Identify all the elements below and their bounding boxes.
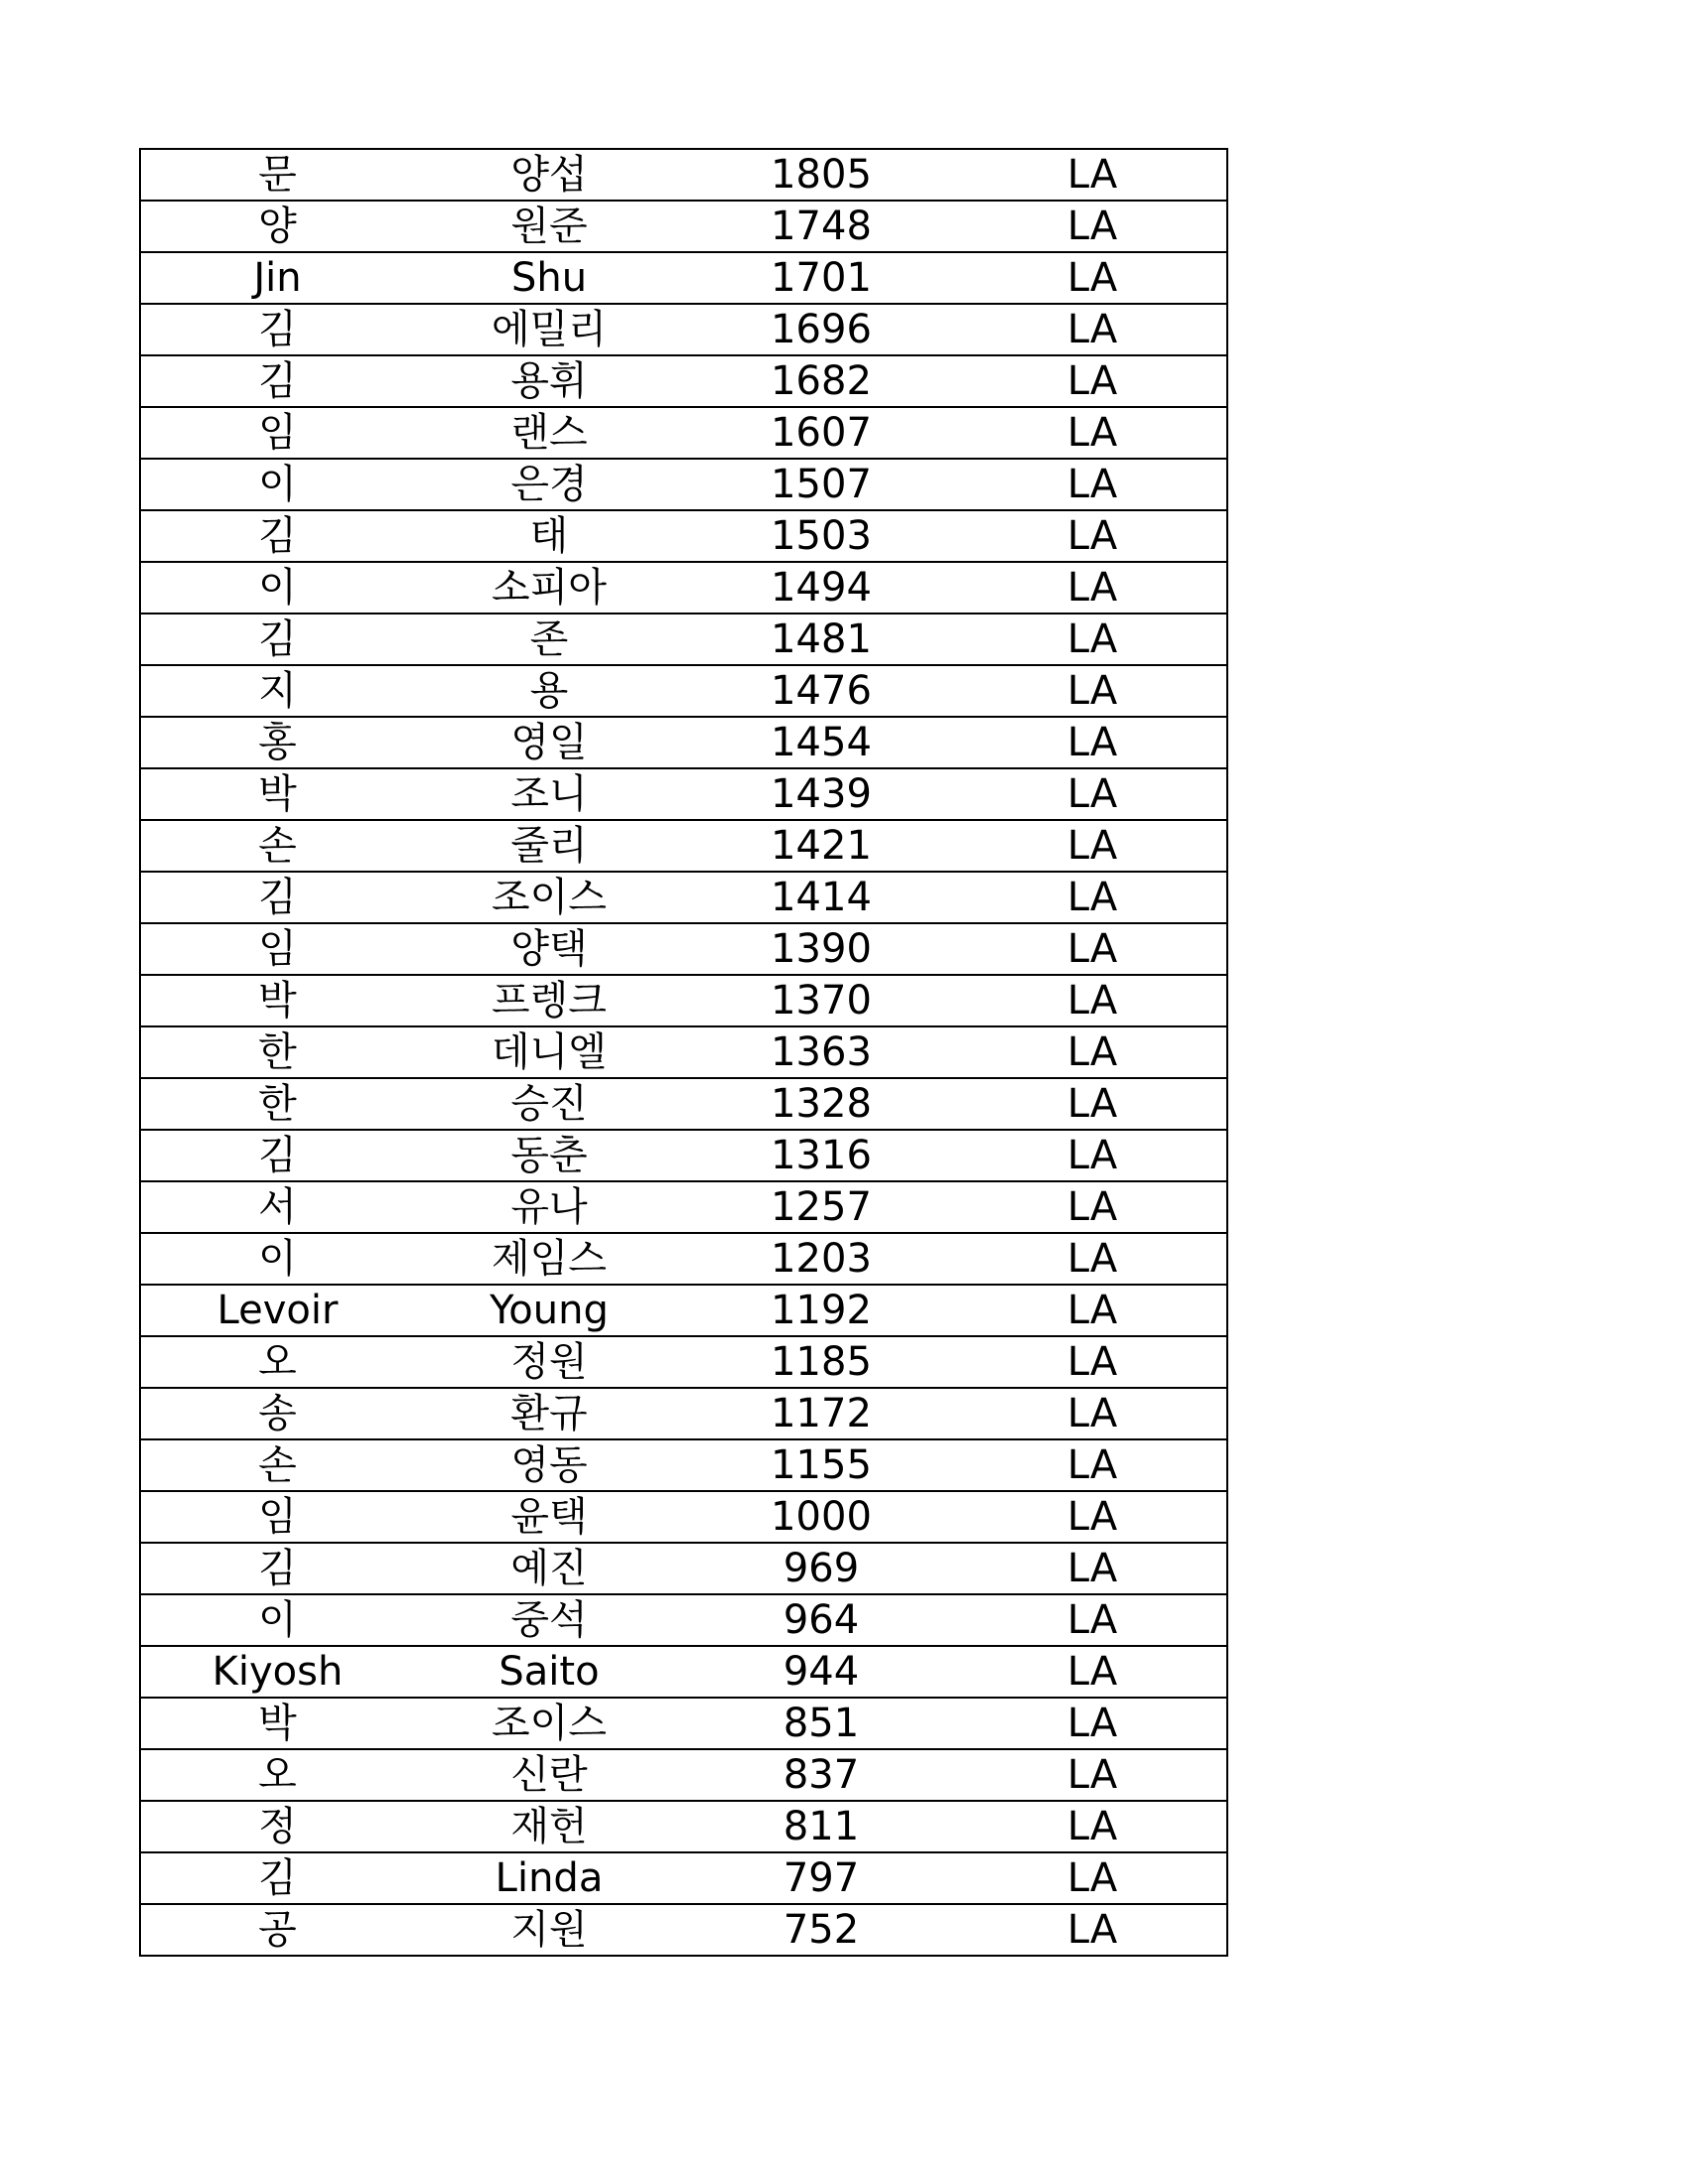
last-name-cell: 박	[140, 768, 414, 820]
table-row	[140, 149, 1227, 201]
last-name-cell: 박	[140, 1698, 414, 1749]
first-name-cell: 용휘	[414, 355, 684, 407]
score-cell: 811	[684, 1801, 958, 1852]
city-cell: LA	[958, 1078, 1227, 1130]
table-row	[140, 1439, 1227, 1491]
first-name-cell: Saito	[414, 1646, 684, 1698]
score-cell: 1328	[684, 1078, 958, 1130]
table-row	[140, 1852, 1227, 1904]
city-cell: LA	[958, 665, 1227, 717]
score-cell: 1185	[684, 1336, 958, 1388]
first-name-cell: 용	[414, 665, 684, 717]
table-row	[140, 1285, 1227, 1336]
city-cell: LA	[958, 1233, 1227, 1285]
last-name-cell: 김	[140, 614, 414, 665]
first-name-cell: 재헌	[414, 1801, 684, 1852]
city-cell: LA	[958, 872, 1227, 923]
table-row	[140, 1233, 1227, 1285]
city-cell: LA	[958, 1801, 1227, 1852]
last-name-cell: 한	[140, 1026, 414, 1078]
city-cell: LA	[958, 304, 1227, 355]
last-name-cell: 김	[140, 1130, 414, 1181]
last-name-cell: 오	[140, 1749, 414, 1801]
city-cell: LA	[958, 614, 1227, 665]
table-row	[140, 768, 1227, 820]
first-name-cell: Shu	[414, 252, 684, 304]
first-name-cell: 환규	[414, 1388, 684, 1439]
table-row	[140, 923, 1227, 975]
table-row	[140, 665, 1227, 717]
city-cell: LA	[958, 1491, 1227, 1543]
table-row	[140, 1491, 1227, 1543]
last-name-cell: Kiyosh	[140, 1646, 414, 1698]
last-name-cell: 서	[140, 1181, 414, 1233]
score-cell: 1476	[684, 665, 958, 717]
city-cell: LA	[958, 1439, 1227, 1491]
score-cell: 1682	[684, 355, 958, 407]
last-name-cell: 양	[140, 201, 414, 252]
table-row	[140, 614, 1227, 665]
city-cell: LA	[958, 252, 1227, 304]
table-row	[140, 1026, 1227, 1078]
table-row	[140, 1336, 1227, 1388]
last-name-cell: 김	[140, 304, 414, 355]
city-cell: LA	[958, 1749, 1227, 1801]
first-name-cell: 프렝크	[414, 975, 684, 1026]
score-cell: 837	[684, 1749, 958, 1801]
first-name-cell: 정원	[414, 1336, 684, 1388]
score-cell: 1481	[684, 614, 958, 665]
last-name-cell: 송	[140, 1388, 414, 1439]
last-name-cell: 김	[140, 1543, 414, 1594]
table-row	[140, 1594, 1227, 1646]
first-name-cell: 랜스	[414, 407, 684, 459]
score-cell: 969	[684, 1543, 958, 1594]
last-name-cell: 임	[140, 407, 414, 459]
score-cell: 1701	[684, 252, 958, 304]
last-name-cell: 이	[140, 1594, 414, 1646]
score-cell: 1363	[684, 1026, 958, 1078]
last-name-cell: 지	[140, 665, 414, 717]
first-name-cell: 유나	[414, 1181, 684, 1233]
last-name-cell: 문	[140, 149, 414, 201]
last-name-cell: 손	[140, 820, 414, 872]
score-cell: 797	[684, 1852, 958, 1904]
city-cell: LA	[958, 975, 1227, 1026]
city-cell: LA	[958, 1388, 1227, 1439]
city-cell: LA	[958, 510, 1227, 562]
first-name-cell: 중석	[414, 1594, 684, 1646]
city-cell: LA	[958, 1336, 1227, 1388]
score-table-body	[140, 149, 1227, 1956]
score-cell: 1696	[684, 304, 958, 355]
first-name-cell: 윤택	[414, 1491, 684, 1543]
first-name-cell: 예진	[414, 1543, 684, 1594]
first-name-cell: Linda	[414, 1852, 684, 1904]
first-name-cell: 양택	[414, 923, 684, 975]
city-cell: LA	[958, 1904, 1227, 1956]
city-cell: LA	[958, 459, 1227, 510]
last-name-cell: 임	[140, 923, 414, 975]
city-cell: LA	[958, 717, 1227, 768]
first-name-cell: 승진	[414, 1078, 684, 1130]
first-name-cell: 에밀리	[414, 304, 684, 355]
score-cell: 1439	[684, 768, 958, 820]
table-row	[140, 1646, 1227, 1698]
score-cell: 944	[684, 1646, 958, 1698]
score-cell: 1390	[684, 923, 958, 975]
first-name-cell: 태	[414, 510, 684, 562]
first-name-cell: 동춘	[414, 1130, 684, 1181]
last-name-cell: 손	[140, 1439, 414, 1491]
score-cell: 1172	[684, 1388, 958, 1439]
score-cell: 1203	[684, 1233, 958, 1285]
table-row	[140, 1749, 1227, 1801]
table-row	[140, 1801, 1227, 1852]
score-cell: 1421	[684, 820, 958, 872]
city-cell: LA	[958, 1130, 1227, 1181]
last-name-cell: 이	[140, 562, 414, 614]
table-row	[140, 355, 1227, 407]
score-cell: 1607	[684, 407, 958, 459]
table-row	[140, 562, 1227, 614]
score-cell: 1155	[684, 1439, 958, 1491]
score-cell: 1257	[684, 1181, 958, 1233]
table-row	[140, 975, 1227, 1026]
last-name-cell: 홍	[140, 717, 414, 768]
first-name-cell: 조이스	[414, 1698, 684, 1749]
table-row	[140, 510, 1227, 562]
city-cell: LA	[958, 1026, 1227, 1078]
first-name-cell: Young	[414, 1285, 684, 1336]
first-name-cell: 신란	[414, 1749, 684, 1801]
table-row	[140, 1543, 1227, 1594]
table-row	[140, 1904, 1227, 1956]
city-cell: LA	[958, 820, 1227, 872]
first-name-cell: 원준	[414, 201, 684, 252]
first-name-cell: 영동	[414, 1439, 684, 1491]
table-row	[140, 1698, 1227, 1749]
score-cell: 964	[684, 1594, 958, 1646]
city-cell: LA	[958, 1181, 1227, 1233]
score-cell: 1192	[684, 1285, 958, 1336]
score-cell: 1748	[684, 201, 958, 252]
score-cell: 1503	[684, 510, 958, 562]
table-row	[140, 201, 1227, 252]
city-cell: LA	[958, 407, 1227, 459]
first-name-cell: 데니엘	[414, 1026, 684, 1078]
score-cell: 1454	[684, 717, 958, 768]
first-name-cell: 영일	[414, 717, 684, 768]
city-cell: LA	[958, 1285, 1227, 1336]
city-cell: LA	[958, 1698, 1227, 1749]
city-cell: LA	[958, 355, 1227, 407]
table-row	[140, 1388, 1227, 1439]
table-row	[140, 1078, 1227, 1130]
last-name-cell: 김	[140, 510, 414, 562]
city-cell: LA	[958, 201, 1227, 252]
last-name-cell: 정	[140, 1801, 414, 1852]
score-cell: 1370	[684, 975, 958, 1026]
first-name-cell: 소피아	[414, 562, 684, 614]
score-cell: 752	[684, 1904, 958, 1956]
table-row	[140, 1130, 1227, 1181]
last-name-cell: 김	[140, 355, 414, 407]
last-name-cell: 임	[140, 1491, 414, 1543]
last-name-cell: Levoir	[140, 1285, 414, 1336]
city-cell: LA	[958, 562, 1227, 614]
last-name-cell: Jin	[140, 252, 414, 304]
last-name-cell: 이	[140, 459, 414, 510]
last-name-cell: 김	[140, 1852, 414, 1904]
first-name-cell: 존	[414, 614, 684, 665]
first-name-cell: 조이스	[414, 872, 684, 923]
table-row	[140, 872, 1227, 923]
score-cell: 851	[684, 1698, 958, 1749]
first-name-cell: 양섭	[414, 149, 684, 201]
city-cell: LA	[958, 1594, 1227, 1646]
last-name-cell: 오	[140, 1336, 414, 1388]
last-name-cell: 박	[140, 975, 414, 1026]
city-cell: LA	[958, 768, 1227, 820]
city-cell: LA	[958, 1543, 1227, 1594]
score-cell: 1316	[684, 1130, 958, 1181]
last-name-cell: 공	[140, 1904, 414, 1956]
table-row	[140, 407, 1227, 459]
last-name-cell: 김	[140, 872, 414, 923]
city-cell: LA	[958, 1852, 1227, 1904]
first-name-cell: 제임스	[414, 1233, 684, 1285]
city-cell: LA	[958, 1646, 1227, 1698]
table-row	[140, 459, 1227, 510]
table-row	[140, 304, 1227, 355]
first-name-cell: 은경	[414, 459, 684, 510]
score-cell: 1805	[684, 149, 958, 201]
table-row	[140, 1181, 1227, 1233]
score-table	[139, 148, 1228, 1957]
last-name-cell: 이	[140, 1233, 414, 1285]
score-cell: 1414	[684, 872, 958, 923]
first-name-cell: 줄리	[414, 820, 684, 872]
city-cell: LA	[958, 923, 1227, 975]
last-name-cell: 한	[140, 1078, 414, 1130]
first-name-cell: 지원	[414, 1904, 684, 1956]
table-row	[140, 252, 1227, 304]
score-cell: 1494	[684, 562, 958, 614]
score-cell: 1000	[684, 1491, 958, 1543]
city-cell: LA	[958, 149, 1227, 201]
first-name-cell: 조니	[414, 768, 684, 820]
table-row	[140, 820, 1227, 872]
score-cell: 1507	[684, 459, 958, 510]
table-row	[140, 717, 1227, 768]
